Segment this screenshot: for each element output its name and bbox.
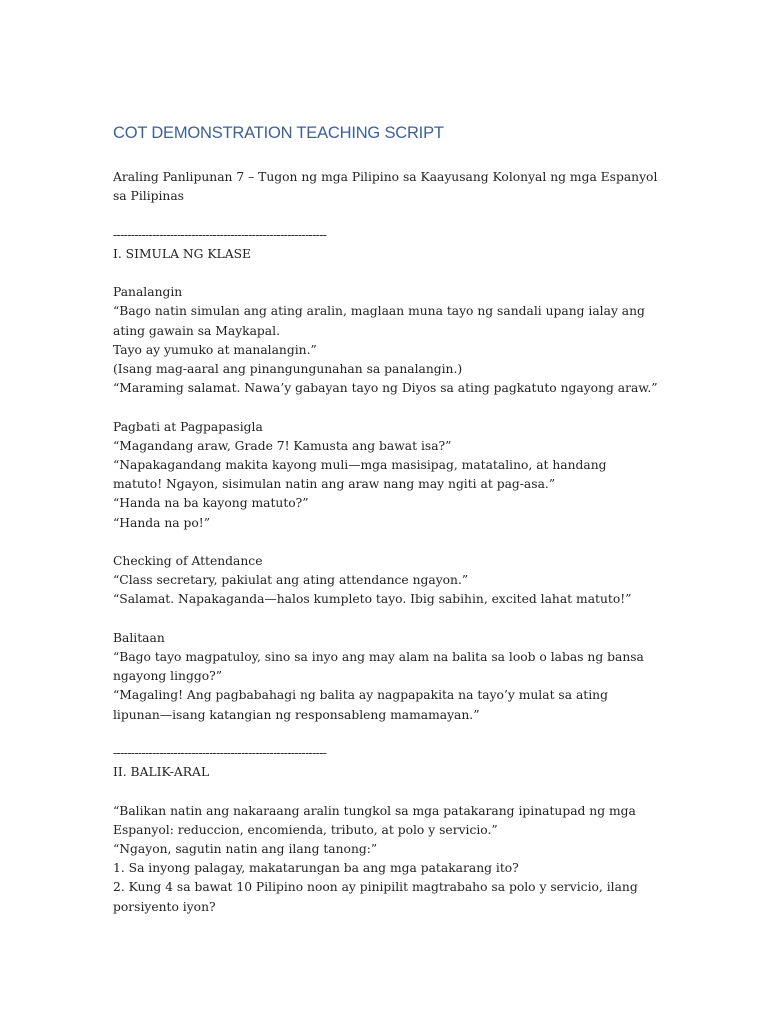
script-line: “Magaling! Ang pagbabahagi ng balita ay nagpapakita na tayo’y mulat sa ating lipunan—isang katangian ng responsableng mamamayan.” <box>113 688 608 722</box>
subheading-attendance: Checking of Attendance <box>113 554 263 568</box>
spacer <box>113 398 658 417</box>
spacer <box>113 264 658 283</box>
script-line: “Bago tayo magpatuloy, sino sa inyo ang may alam na balita sa loob o labas ng bansa ngayong linggo?” <box>113 650 644 684</box>
spacer <box>113 782 658 801</box>
script-line: “Handa na ba kayong matuto?” <box>113 496 309 511</box>
document-body <box>113 168 658 917</box>
spacer <box>113 206 658 225</box>
separator-line: ------------------------------------------------------------ <box>113 746 327 760</box>
document-title: COT DEMONSTRATION TEACHING SCRIPT <box>113 124 444 142</box>
script-line: “Handa na po!” <box>113 515 211 530</box>
spacer <box>113 533 658 552</box>
section-heading-simula: I. SIMULA NG KLASE <box>113 246 251 261</box>
script-line: “Ngayon, sagutin natin ang ilang tanong:” <box>113 842 378 856</box>
separator-line: ------------------------------------------------------------ <box>113 227 327 242</box>
script-line: “Magandang araw, Grade 7! Kamusta ang bawat isa?” <box>113 438 452 453</box>
subject-line: Araling Panlipunan 7 – Tugon ng mga Pilipino sa Kaayusang Kolonyal ng mga Espanyol sa Pilipinas <box>113 170 658 204</box>
section-heading-balik-aral: II. BALIK-ARAL <box>113 765 210 780</box>
script-line: “Bago natin simulan ang ating aralin, maglaan muna tayo ng sandali upang ialay ang ating gawain sa Maykapal. <box>113 304 645 338</box>
question-1: 1. Sa inyong palagay, makatarungan ba ang mga patakarang ito? <box>113 861 519 876</box>
script-line: Tayo ay yumuko at manalangin.” <box>113 342 317 357</box>
subheading-pagbati: Pagbati at Pagpapasigla <box>113 419 263 434</box>
script-line: “Balikan natin ang nakaraang aralin tungkol sa mga patakarang ipinatupad ng mga Espanyol: reduccion, encomienda, tributo, at polo y servicio.” <box>113 803 636 837</box>
script-line: (Isang mag-aaral ang pinangungunahan sa panalangin.) <box>113 362 463 376</box>
spacer <box>113 725 658 744</box>
script-line: “Class secretary, pakiulat ang ating attendance ngayon.” <box>113 573 469 588</box>
question-2: 2. Kung 4 sa bawat 10 Pilipino noon ay pinipilit magtrabaho sa polo y servicio, ilang porsiyento iyon? <box>113 880 638 914</box>
spacer <box>113 610 658 629</box>
subheading-balitaan: Balitaan <box>113 630 165 645</box>
subheading-panalangin: Panalangin <box>113 285 183 300</box>
script-line: “Maraming salamat. Nawa’y gabayan tayo ng Diyos sa ating pagkatuto ngayong araw.” <box>113 381 658 396</box>
script-line: “Napakagandang makita kayong muli—mga masisipag, matatalino, at handang matuto! Ngayon, sisimulan natin ang araw nang may ngiti at pag-asa.” <box>113 458 607 492</box>
script-line: “Salamat. Napakaganda—halos kumpleto tayo. Ibig sabihin, excited lahat matuto!” <box>113 592 632 607</box>
